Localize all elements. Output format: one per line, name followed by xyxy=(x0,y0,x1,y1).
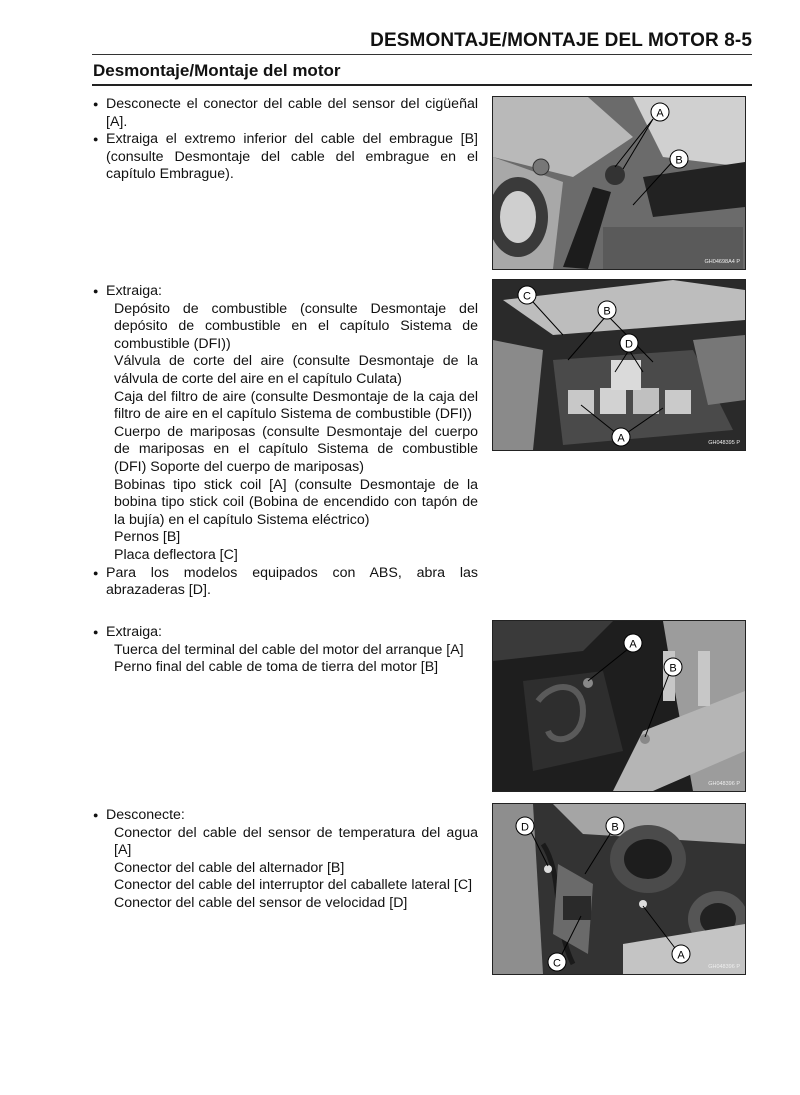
bullet-item: ● Extraiga el extremo inferior del cable del embrague [B] (consulte Desmontaje del cable del embrague en el capítulo Embrague). xyxy=(93,131,478,183)
bullet-item: ● Extraiga: xyxy=(93,624,162,640)
photo-code: GH048396 P xyxy=(708,964,740,970)
photo-connectors xyxy=(492,803,746,975)
section-rule xyxy=(92,84,752,86)
bullet-dot-icon: ● xyxy=(93,567,99,578)
sub-item: Válvula de corte del aire (consulte Desmontaje de la válvula de corte del aire en el capítulo Culata) xyxy=(114,353,478,387)
photo-crankshaft-sensor xyxy=(492,96,746,270)
callout-a: A xyxy=(656,107,664,120)
text-block-1 xyxy=(93,96,478,184)
callout-b: B xyxy=(669,662,677,675)
text-block-3 xyxy=(93,624,478,677)
sub-item: Pernos [B] xyxy=(114,529,181,546)
sub-item: Placa deflectora [C] xyxy=(114,546,238,563)
callout-b: B xyxy=(603,305,611,318)
callout-d: D xyxy=(521,821,529,834)
sub-item: Conector del cable del alternador [B] xyxy=(114,859,345,876)
callout-a: A xyxy=(629,638,637,651)
header-rule xyxy=(92,54,752,55)
sub-item: Depósito de combustible (consulte Desmontaje del depósito de combustible en el capítulo Sistema de combustible (DFI)) xyxy=(114,300,478,352)
callout-c: C xyxy=(553,957,561,970)
sub-item: Conector del cable del sensor de temperatura del agua [A] xyxy=(114,824,478,859)
bullet-item: ● Para los modelos equipados con ABS, abra las abrazaderas [D]. xyxy=(93,564,478,599)
callout-a: A xyxy=(677,949,685,962)
sub-item: Conector del cable del interruptor del caballete lateral [C] xyxy=(114,877,473,894)
sub-item: Tuerca del terminal del cable del motor del arranque [A] xyxy=(114,641,464,658)
callout-a: A xyxy=(617,432,625,445)
page-header-title: DESMONTAJE/MONTAJE DEL MOTOR 8-5 xyxy=(370,30,752,51)
text-block-4 xyxy=(93,807,478,913)
text-block-2 xyxy=(93,283,478,600)
callout-c: C xyxy=(523,290,531,303)
callout-b: B xyxy=(675,154,683,167)
bullet-dot-icon: ● xyxy=(93,286,99,296)
sub-item: Perno final del cable de toma de tierra del motor [B] xyxy=(114,659,439,676)
bullet-dot-icon: ● xyxy=(93,99,99,109)
bullet-dot-icon: ● xyxy=(93,134,99,145)
photo-code: GH04698A4 P xyxy=(704,259,740,265)
sub-item: Bobinas tipo stick coil [A] (consulte Desmontaje de la bobina tipo stick coil (Bobina de encendido con tapón de la bujía) en el capítulo Sistema eléctrico) xyxy=(114,476,478,528)
callout-b: B xyxy=(611,821,619,834)
bullet-item: ● Extraiga: xyxy=(93,283,162,299)
bullet-item: ● Desconecte el conector del cable del sensor del cigüeñal [A]. xyxy=(93,96,478,130)
photo-code: GH048396 P xyxy=(708,781,740,787)
sub-item: Cuerpo de mariposas (consulte Desmontaje del cuerpo de mariposas en el capítulo Sistema de combustible (DFI) Soporte del cuerpo de mariposas) xyxy=(114,423,478,475)
sub-item: Caja del filtro de aire (consulte Desmontaje de la caja del filtro de aire en el capítulo Sistema de combustible (DFI)) xyxy=(114,388,478,423)
bullet-dot-icon: ● xyxy=(93,810,99,820)
section-title: Desmontaje/Montaje del motor xyxy=(93,61,341,80)
sub-item: Conector del cable del sensor de velocidad [D] xyxy=(114,894,408,911)
photo-starter-cable xyxy=(492,620,746,792)
bullet-dot-icon: ● xyxy=(93,627,99,637)
bullet-item: ● Desconecte: xyxy=(93,807,185,823)
photo-stick-coils xyxy=(492,279,746,451)
photo-code: GH048395 P xyxy=(708,440,740,446)
callout-d: D xyxy=(625,338,633,351)
